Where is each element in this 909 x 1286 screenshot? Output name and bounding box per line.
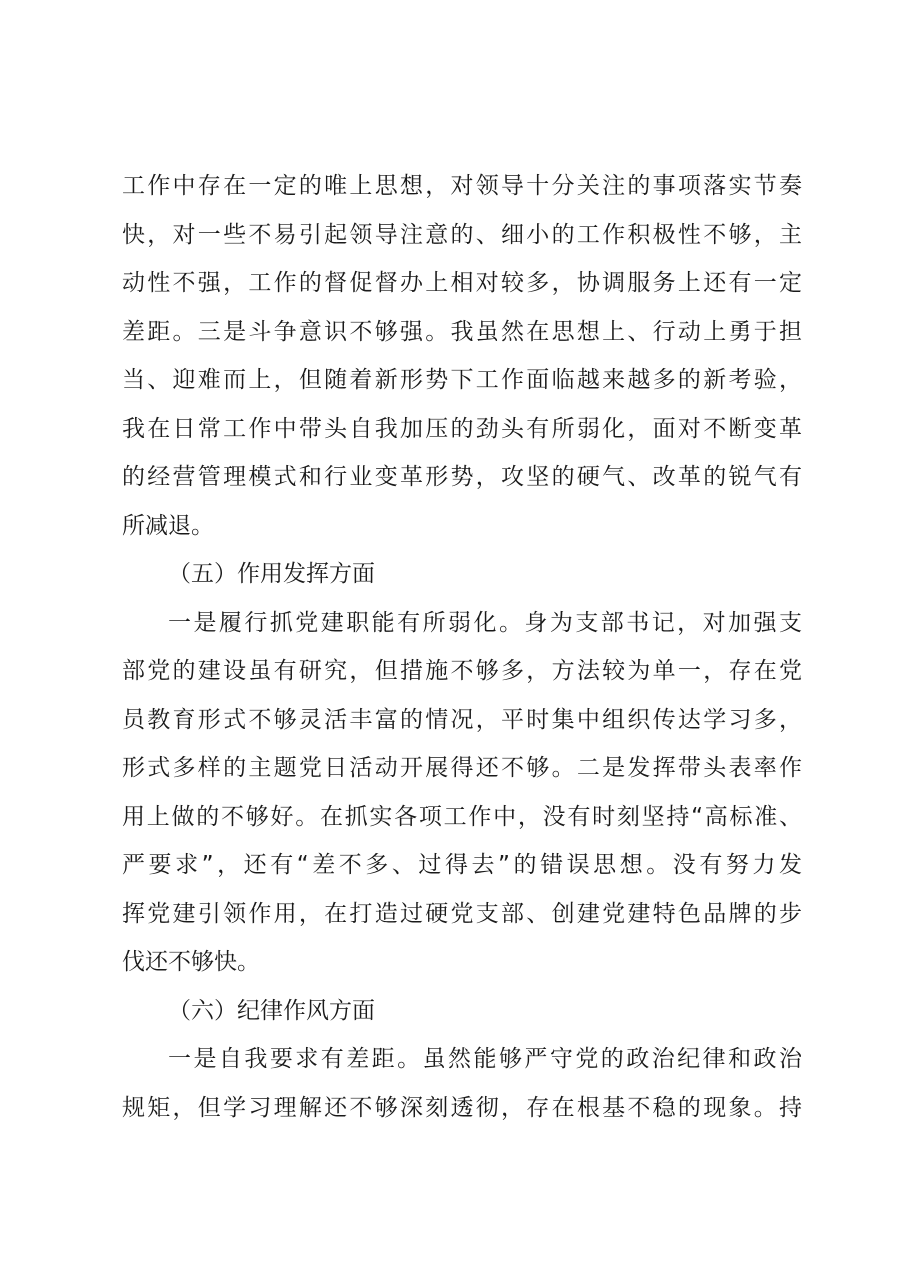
text-line-1: 工作中存在一定的唯上思想，对领导十分关注的事项落实节奏 — [122, 173, 802, 199]
text-line-4: 差距。三是斗争意识不够强。我虽然在思想上、行动上勇于担 — [122, 318, 802, 345]
text-line-2: 快，对一些不易引起领导注意的、细小的工作积极性不够，主 — [122, 221, 802, 248]
text-line-10: 一是履行抓党建职能有所弱化。身为支部书记，对加强支 — [168, 609, 802, 636]
text-line-12: 员教育形式不够灵活丰富的情况，平时集中组织传达学习多， — [122, 706, 802, 733]
text-line-15: 严要求”，还有“差不多、过得去”的错误思想。没有努力发 — [122, 852, 802, 878]
text-line-17: 伐还不够快。 — [122, 949, 260, 975]
text-line-14: 用上做的不够好。在抓实各项工作中，没有时刻坚持“高标准、 — [122, 803, 802, 830]
section-heading-5: （五）作用发挥方面 — [168, 561, 375, 587]
text-line-19: 一是自我要求有差距。虽然能够严守党的政治纪律和政治 — [168, 1046, 802, 1072]
text-line-13: 形式多样的主题党日活动开展得还不够。二是发挥带头表率作 — [122, 755, 802, 781]
text-line-6: 我在日常工作中带头自我加压的劲头有所弱化，面对不断变革 — [122, 415, 802, 442]
section-heading-6: （六）纪律作风方面 — [168, 997, 375, 1024]
text-line-11: 部党的建设虽有研究，但措施不够多，方法较为单一，存在党 — [122, 658, 802, 684]
text-line-8: 所减退。 — [122, 512, 214, 539]
text-line-5: 当、迎难而上，但随着新形势下工作面临越来越多的新考验， — [122, 367, 802, 393]
text-line-20: 规矩，但学习理解还不够深刻透彻，存在根基不稳的现象。持 — [122, 1094, 802, 1121]
text-line-3: 动性不强，工作的督促督办上相对较多，协调服务上还有一定 — [122, 270, 802, 296]
document-body — [122, 162, 802, 1132]
text-line-16: 挥党建引领作用，在打造过硬党支部、创建党建特色品牌的步 — [122, 900, 802, 927]
text-line-7: 的经营管理模式和行业变革形势，攻坚的硬气、改革的锐气有 — [122, 464, 802, 490]
